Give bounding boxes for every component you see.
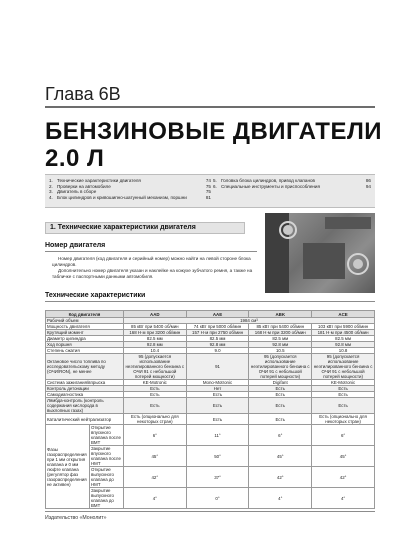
row-label: Степень сжатия (46, 348, 124, 354)
specs-underline (45, 301, 375, 302)
toc-item-page: 86 (365, 178, 371, 183)
row-value: 10.5 (249, 348, 312, 354)
row-value: 92.8 мм (312, 342, 375, 348)
row-label: Рабочий объем (46, 318, 124, 324)
row-label: Ход поршня (46, 342, 124, 348)
toc-left-column (49, 178, 211, 200)
engine-number-underline (45, 251, 257, 252)
row-value: 82.5 мм (312, 336, 375, 342)
row-value: Есть (249, 392, 312, 398)
table-row (46, 398, 375, 414)
row-label: Лямбда-контроль (контроль содержания кислорода в выхлопных газах) (46, 398, 124, 414)
toc-item-number: 1. (49, 178, 53, 183)
row-value: 45° (249, 446, 312, 467)
row-value: 92.8 мм (186, 342, 249, 348)
toc-item-number: 5. (213, 178, 217, 183)
table-row (46, 425, 375, 446)
row-value: 157 Н·м при 2750 об/мин (186, 330, 249, 336)
table-row (46, 488, 375, 509)
row-value: 10.8 (312, 348, 375, 354)
specs-heading: Технические характеристики (45, 292, 146, 299)
row-value: Есть (186, 392, 249, 398)
row-value: 74 кВт при 5000 об/мин (186, 324, 249, 330)
row-value: Есть (186, 398, 249, 414)
row-value: 4° (312, 488, 375, 509)
toc-item-number: 3. (49, 189, 53, 194)
row-value: 168 Н·м при 3200 об/мин (123, 330, 186, 336)
row-value: 92.8 мм (123, 342, 186, 348)
row-value: Есть (249, 386, 312, 392)
section-heading: 1. Технические характеристики двигателя (45, 222, 245, 234)
row-value: Нет (186, 386, 249, 392)
row-value: Есть (опционально для некоторых стран) (312, 414, 375, 425)
toc-item-title: Технические характеристики двигателя (57, 178, 141, 183)
footer-publisher: Издательство «Монолит» (45, 515, 107, 521)
row-value: 42° (249, 467, 312, 488)
row-value: 85 кВт при 5400 об/мин (123, 324, 186, 330)
row-value: 95 (допускается использование неэтилированного бензина с ОЧИ 91 с небольшой потерей мощности) (312, 354, 375, 380)
row-label: Система зажигания/впрыска (46, 380, 124, 386)
footer-divider (45, 511, 375, 512)
title-line-1: БЕНЗИНОВЫЕ ДВИГАТЕЛИ (45, 118, 383, 145)
table-of-contents (45, 174, 375, 208)
header-abk: ABK (249, 311, 312, 318)
row-value: Есть (249, 414, 312, 425)
toc-item-number: 2. (49, 183, 53, 189)
row-value: 4° (249, 488, 312, 509)
timing-row-label: Закрытие впускного клапана после НМТ (89, 446, 123, 467)
timing-row-label: Открытие выпускного клапана до НМТ (89, 467, 123, 488)
row-value: 6° (123, 425, 186, 446)
row-label: Самодиагностика (46, 392, 124, 398)
toc-item-number: 4. (49, 194, 53, 200)
specs-header-row (46, 311, 375, 318)
engine-number-heading: Номер двигателя (45, 242, 106, 249)
row-label: Контроль детонации (46, 386, 124, 392)
title-line-2: 2.0 Л (45, 145, 105, 172)
header-aae: AAE (186, 311, 249, 318)
engine-number-paragraph-1: Номер двигателя (код двигателя и серийный номер) можно найти на левой стороне блока цилиндров. (52, 256, 251, 267)
table-row (46, 354, 375, 380)
toc-item (49, 195, 211, 201)
row-value: 92.8 мм (249, 342, 312, 348)
row-value: Есть (249, 398, 312, 414)
row-value: 0° (186, 488, 249, 509)
row-label: Диаметр цилиндра (46, 336, 124, 342)
header-ace: ACE (312, 311, 375, 318)
toc-item-number: 6. (213, 183, 217, 189)
row-value: 103 кВт при 5900 об/мин (312, 324, 375, 330)
table-row (46, 446, 375, 467)
row-value: 6° (312, 425, 375, 446)
row-value: 1984 см³ (123, 318, 374, 324)
toc-item-title: Специальные инструменты и приспособления (221, 183, 320, 189)
toc-item-page: 75 (205, 189, 211, 194)
row-label: Каталитический нейтрализатор (46, 414, 124, 425)
row-value: 45° (312, 446, 375, 467)
table-row (46, 414, 375, 425)
row-label: Мощность двигателя (46, 324, 124, 330)
row-value: 82.5 мм (186, 336, 249, 342)
engine-number-paragraph-2: Дополнительно номер двигателя указан и наклейке на кожухе зубчатого ремня, а также на табличке с паспортными данными автомобиля. (52, 268, 253, 279)
row-value: 9.0 (186, 348, 249, 354)
row-value: 42° (312, 467, 375, 488)
timing-row-label: Закрытие выпускного клапана до ВМТ (89, 488, 123, 509)
row-value: Digifant (249, 380, 312, 386)
row-value: Есть (123, 392, 186, 398)
row-value: Есть (312, 386, 375, 392)
chapter-divider (45, 106, 375, 108)
toc-item-page: 94 (365, 183, 371, 189)
row-value: 82.5 мм (249, 336, 312, 342)
toc-right-column (213, 178, 371, 189)
row-value: 45° (123, 446, 186, 467)
row-value: 10.4 (123, 348, 186, 354)
row-value: 91 (186, 354, 249, 380)
row-value: Есть (312, 398, 375, 414)
row-value: 95 (допускается использование неэтилированного бензина с ОЧИ 91 с небольшой потерей мощности) (123, 354, 186, 380)
row-value: Есть (123, 398, 186, 414)
page-title (45, 118, 382, 172)
toc-item-title: Проверки на автомобиле (57, 183, 111, 189)
toc-item-page: 81 (205, 194, 211, 200)
header-engine-code: Код двигателя (46, 311, 124, 318)
row-value: 95 (допускается использование неэтилированного бензина с ОЧИ 91 с небольшой потерей мощности) (249, 354, 312, 380)
row-value: Есть (312, 392, 375, 398)
toc-item-page: 74 (205, 178, 211, 183)
engine-photo (265, 213, 375, 293)
row-value: 42° (123, 467, 186, 488)
chapter-label: Глава 6В (45, 84, 121, 104)
timing-row-label: Открытие впускного клапана после ВМТ (89, 425, 123, 446)
row-value: 181 Н·м при 4500 об/мин (312, 330, 375, 336)
row-value: 168 Н·м при 3200 об/мин (249, 330, 312, 336)
row-value: Есть (186, 414, 249, 425)
toc-item-page: 75 (205, 183, 211, 189)
row-value: KE-Motronic (123, 380, 186, 386)
row-value: 6° (249, 425, 312, 446)
row-value: 37° (186, 467, 249, 488)
header-aad: AAD (123, 311, 186, 318)
specs-table (45, 310, 375, 509)
row-value: Есть (опционально для некоторых стран) (123, 414, 186, 425)
row-label: Октановое число топлива по исследовательскому методу (ОЧИ/RON), не менее (46, 354, 124, 380)
row-value: 4° (123, 488, 186, 509)
row-value: 82.5 мм (123, 336, 186, 342)
row-value: Есть (123, 386, 186, 392)
toc-item-title: Двигатель в сборе (57, 189, 97, 194)
toc-item (213, 184, 371, 190)
row-value: 11° (186, 425, 249, 446)
toc-item-title: Головка блока цилиндров, привод клапанов (221, 178, 315, 183)
row-value: 50° (186, 446, 249, 467)
timing-group-label: Фазы газораспределения при 1 мм открытия клапана и 0 мм люфте клапана (регулятор фаз газораспределения не активен) (46, 425, 90, 509)
row-value: Mono-Motronic (186, 380, 249, 386)
row-label: Крутящий момент (46, 330, 124, 336)
toc-item-title: Блок цилиндров и кривошипно-шатунный механизм, поршни (57, 194, 187, 200)
row-value: 85 кВт при 5400 об/мин (249, 324, 312, 330)
row-value: KE-Motronic (312, 380, 375, 386)
table-row (46, 467, 375, 488)
